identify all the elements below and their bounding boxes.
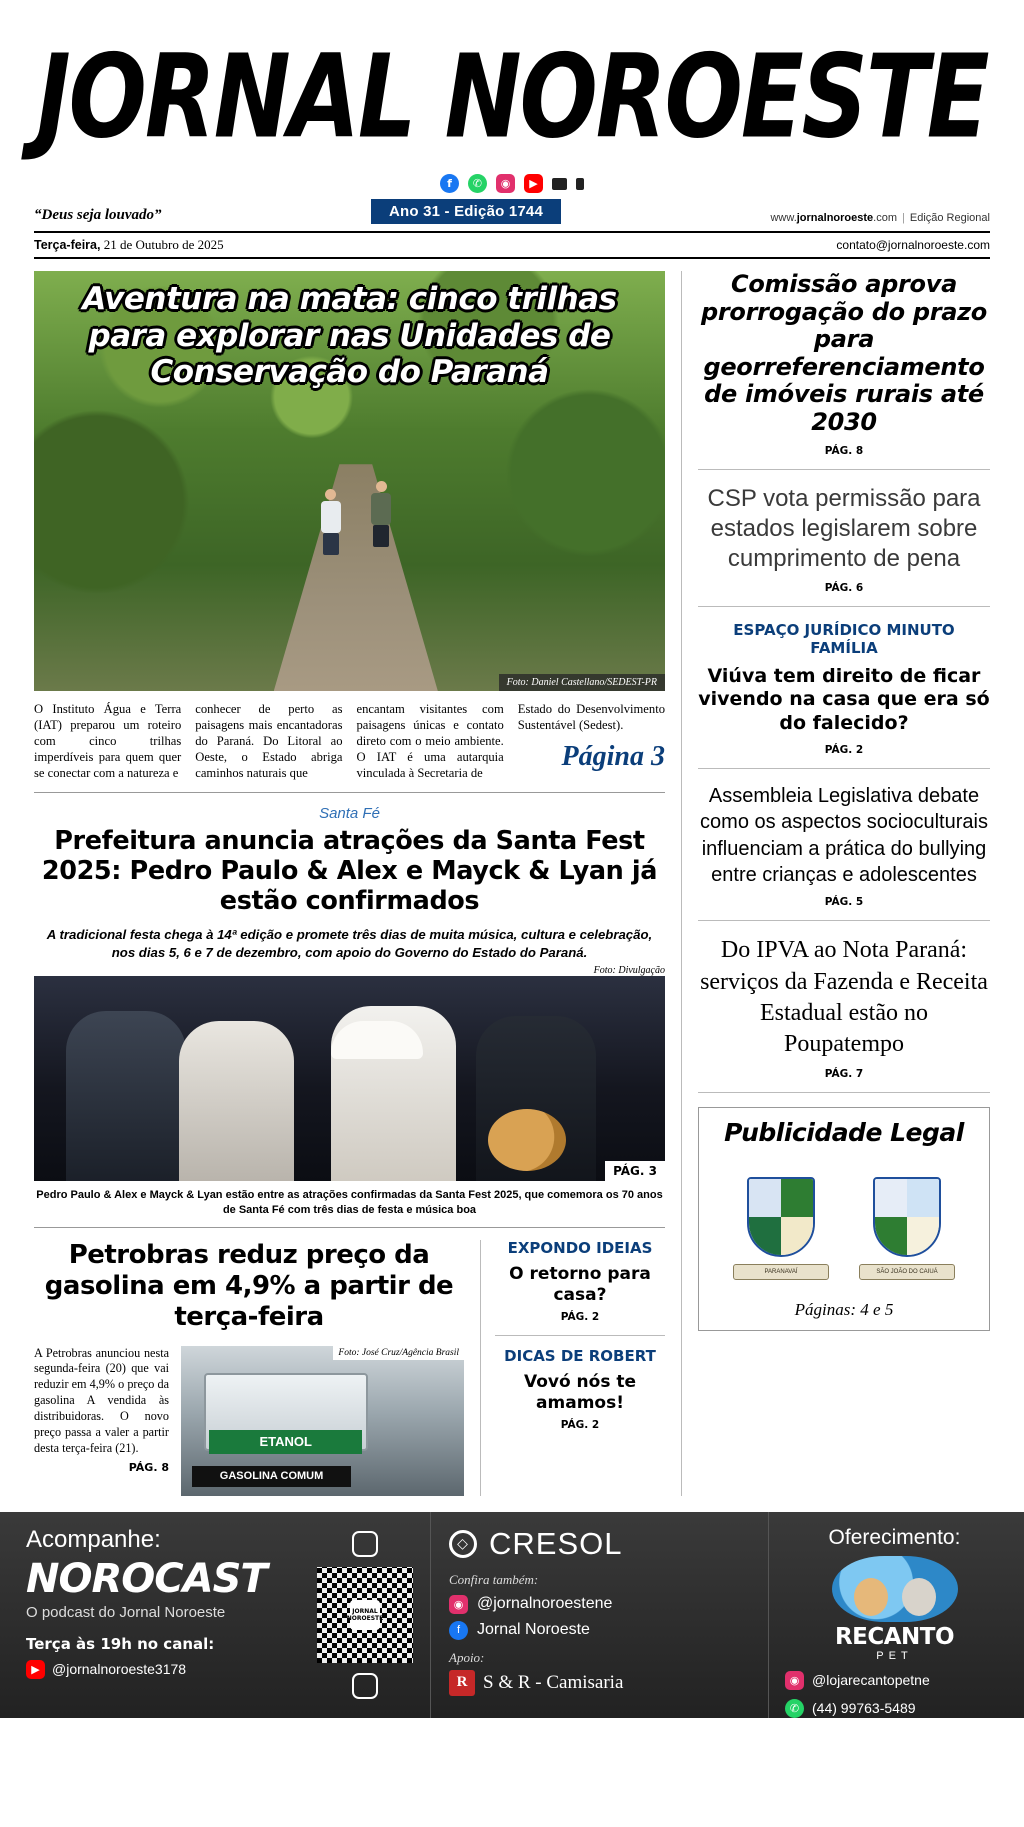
confira-label: Confira também: bbox=[449, 1571, 539, 1587]
petrobras-article bbox=[34, 1240, 464, 1496]
lead-col-2: conhecer de perto as paisagens mais encantadoras do Paraná. Do Litoral ao Oeste, o Estado abriga caminhos naturais que bbox=[195, 702, 343, 781]
date-rest: 21 de Outubro de 2025 bbox=[103, 237, 224, 252]
lead-page-ref[interactable]: Página 3 bbox=[561, 741, 665, 773]
norocast-brand: NOROCAST bbox=[26, 1555, 267, 1602]
facebook-icon[interactable]: f bbox=[440, 174, 459, 193]
mini-page-2[interactable]: PÁG. 2 bbox=[560, 1419, 600, 1432]
brasao-2 bbox=[852, 1161, 962, 1286]
cresol-name: CRESOL bbox=[489, 1525, 623, 1561]
desktop-icon[interactable] bbox=[552, 178, 567, 190]
site-tld: .com bbox=[873, 212, 897, 224]
pet-phone-row[interactable] bbox=[785, 1699, 1004, 1718]
recanto-pet-block bbox=[769, 1512, 1024, 1718]
right-item-assembleia[interactable] bbox=[698, 783, 990, 922]
publicidade-pages[interactable]: Páginas: 4 e 5 bbox=[794, 1300, 894, 1320]
instagram-handle: @jornalnoroestene bbox=[477, 1595, 613, 1613]
instagram-icon[interactable]: ◉ bbox=[785, 1671, 804, 1690]
right-item-csp[interactable] bbox=[698, 484, 990, 607]
right-headline-4: Assembleia Legislativa debate como os aspectos socioculturais influenciam a prática do bullying entre crianças e adolescentes bbox=[700, 784, 988, 886]
mini-kicker-2: DICAS DE ROBERT bbox=[504, 1347, 656, 1366]
lead-col-4-text: Estado do Desenvolvimento Sustentável (Sedest). bbox=[517, 702, 665, 733]
cowboy-hat-icon bbox=[331, 1021, 423, 1059]
petrobras-headline[interactable]: Petrobras reduz preço da gasolina em 4,9% a partir de terça-feira bbox=[44, 1240, 454, 1333]
pet-word: PET bbox=[876, 1649, 913, 1662]
masthead-title: JORNAL NOROESTE bbox=[36, 30, 988, 164]
whatsapp-icon[interactable]: ✆ bbox=[785, 1699, 804, 1718]
right-item-espaco-juridico[interactable] bbox=[698, 621, 990, 769]
petrobras-photo bbox=[181, 1346, 464, 1496]
header-bar bbox=[34, 199, 990, 224]
left-column bbox=[34, 271, 681, 1496]
brasoes-row bbox=[709, 1161, 979, 1286]
right-headline-1: Comissão aprova prorrogação do prazo para georreferenciamento de imóveis rurais até 2030 bbox=[701, 270, 987, 436]
petrobras-text-wrap bbox=[34, 1346, 169, 1496]
edition-badge: Ano 31 - Edição 1744 bbox=[371, 199, 561, 224]
mini-page-1[interactable]: PÁG. 2 bbox=[560, 1311, 600, 1324]
youtube-icon[interactable]: ▶ bbox=[26, 1660, 45, 1679]
facebook-handle: Jornal Noroeste bbox=[477, 1621, 590, 1639]
recanto-brand: RECANTO bbox=[834, 1623, 955, 1650]
right-page-2[interactable]: PÁG. 6 bbox=[824, 581, 864, 594]
mobile-icon[interactable] bbox=[576, 178, 584, 190]
social-icons-row bbox=[34, 174, 990, 193]
petrobras-row bbox=[34, 1346, 464, 1496]
norocast-acompanhe: Acompanhe: bbox=[26, 1525, 161, 1553]
footer-advertisement bbox=[0, 1512, 1024, 1718]
santafe-standfirst: A tradicional festa chega à 14ª edição e promete três dias de muita música, cultura e celebração, nos dias 5, 6 e 7 de dezembro, com apoio do Governo do Estado do Paraná. bbox=[46, 926, 653, 960]
pet-logo-icon bbox=[832, 1556, 958, 1622]
site-name: jornalnoroeste bbox=[796, 212, 874, 224]
sr-name: S & R - Camisaria bbox=[483, 1671, 624, 1693]
right-page-5[interactable]: PÁG. 7 bbox=[824, 1068, 864, 1081]
youtube-icon[interactable]: ▶ bbox=[524, 174, 543, 193]
right-page-3[interactable]: PÁG. 2 bbox=[824, 743, 864, 756]
petrobras-text: A Petrobras anunciou nesta segunda-feira (20) que vai reduzir em 4,9% o preço da gasolina A vendida às distribuidoras. O novo preço passa a valer a partir desta terça-feira (21). bbox=[34, 1345, 169, 1455]
right-column bbox=[681, 271, 990, 1496]
cresol-block bbox=[430, 1512, 769, 1718]
right-headline-3: Viúva tem direito de ficar vivendo na casa que era só do falecido? bbox=[698, 664, 990, 735]
main-columns bbox=[34, 271, 990, 1496]
santafe-photo bbox=[34, 976, 665, 1181]
apoio-label: Apoio: bbox=[449, 1649, 485, 1665]
santafe-kicker: Santa Fé bbox=[319, 804, 380, 822]
brasao-1 bbox=[726, 1161, 836, 1286]
sr-logo-icon: R bbox=[449, 1670, 475, 1696]
qr-center-label: JORNAL NOROESTE bbox=[350, 1600, 380, 1630]
qr-block bbox=[300, 1512, 430, 1718]
sr-row bbox=[449, 1670, 750, 1696]
santafe-photo-credit: Foto: Divulgação bbox=[593, 965, 665, 977]
lead-body bbox=[34, 701, 665, 793]
right-headline-2: CSP vota permissão para estados legislarem sobre cumprimento de pena bbox=[707, 484, 981, 572]
date-bar bbox=[34, 231, 990, 259]
norocast-handle: @jornalnoroeste3178 bbox=[52, 1661, 187, 1678]
pump-label-gasolina: GASOLINA COMUM bbox=[192, 1466, 350, 1487]
pet-instagram: @lojarecantopetne bbox=[812, 1672, 930, 1689]
right-kicker-3: ESPAÇO JURÍDICO MINUTO FAMÍLIA bbox=[733, 620, 955, 657]
mini-expondo-ideias[interactable] bbox=[495, 1240, 665, 1323]
lead-photo-credit: Foto: Daniel Castellano/SEDEST-PR bbox=[499, 674, 665, 691]
musician-1 bbox=[66, 1011, 186, 1181]
lead-col-3: encantam visitantes com paisagens únicas e contato direto com o meio ambiente. O IAT é uma autarquia vinculada à Secretaria de bbox=[356, 702, 504, 781]
mini-title-1: O retorno para casa? bbox=[509, 1264, 651, 1305]
right-item-georreferenciamento[interactable] bbox=[698, 271, 990, 470]
right-headline-5: Do IPVA ao Nota Paraná: serviços da Fazenda e Receita Estadual estão no Poupatempo bbox=[700, 937, 988, 1057]
oferecimento-label: Oferecimento: bbox=[828, 1525, 961, 1549]
cresol-logo-row bbox=[449, 1526, 750, 1562]
right-page-4[interactable]: PÁG. 5 bbox=[824, 896, 864, 909]
lead-photo bbox=[34, 271, 665, 691]
petrobras-page-ref[interactable]: PÁG. 8 bbox=[128, 1460, 169, 1474]
norocast-block bbox=[0, 1512, 300, 1718]
cresol-mark-icon: ◇ bbox=[449, 1530, 477, 1558]
trail-path bbox=[274, 464, 438, 691]
publicidade-title: Publicidade Legal bbox=[724, 1118, 964, 1148]
qr-code[interactable] bbox=[317, 1567, 413, 1663]
masthead-motto: “Deus seja louvado” bbox=[34, 207, 162, 223]
site-line bbox=[770, 212, 990, 224]
opinion-column bbox=[480, 1240, 665, 1496]
site-www: www. bbox=[770, 212, 797, 224]
contact-email[interactable]: contato@jornalnoroeste.com bbox=[836, 238, 990, 252]
petrobras-photo-credit: Foto: José Cruz/Agência Brasil bbox=[333, 1346, 464, 1360]
instagram-icon[interactable]: ◉ bbox=[496, 174, 515, 193]
instagram-row[interactable] bbox=[449, 1595, 750, 1614]
mini-title-2: Vovó nós te amamos! bbox=[523, 1372, 637, 1413]
site-regional: Edição Regional bbox=[909, 212, 990, 224]
brasao-2-label: SÃO JOÃO DO CAIUÁ bbox=[859, 1264, 955, 1280]
facebook-icon[interactable]: f bbox=[449, 1621, 468, 1640]
whatsapp-icon[interactable]: ✆ bbox=[468, 174, 487, 193]
instagram-icon-2[interactable] bbox=[352, 1673, 378, 1699]
pump-label-etanol: ETANOL bbox=[209, 1430, 362, 1454]
musician-2 bbox=[179, 1021, 294, 1181]
lead-col-1: O Instituto Água e Terra (IAT) preparou um roteiro com cinco trilhas imperdíveis para quem quer se conectar com a natureza e bbox=[34, 702, 182, 781]
lead-col-4 bbox=[518, 701, 665, 782]
lead-headline: Aventura na mata: cinco trilhas para explorar nas Unidades de Conservação do Paraná bbox=[82, 281, 617, 391]
right-item-ipva[interactable] bbox=[698, 935, 990, 1093]
hiker-figure-2 bbox=[368, 481, 394, 543]
brasao-1-label: PARANAVAÍ bbox=[733, 1264, 829, 1280]
instagram-icon[interactable] bbox=[352, 1531, 378, 1557]
shield-icon-2 bbox=[873, 1177, 941, 1257]
mini-kicker-1: EXPONDO IDEIAS bbox=[507, 1239, 653, 1257]
date-weekday: Terça-feira, bbox=[34, 238, 101, 252]
pet-instagram-row[interactable] bbox=[785, 1671, 1004, 1690]
santafe-caption: Pedro Paulo & Alex e Mayck & Lyan estão entre as atrações confirmadas da Santa Fest 2025, que comemora os 70 anos de Santa Fé com três dias de festa e música boa bbox=[34, 1188, 665, 1228]
facebook-row[interactable] bbox=[449, 1621, 750, 1640]
site-separator: | bbox=[902, 212, 905, 224]
pet-phone: (44) 99763-5489 bbox=[812, 1700, 916, 1717]
publicidade-legal-box[interactable] bbox=[698, 1107, 990, 1331]
bottom-left-block bbox=[34, 1240, 665, 1496]
instagram-icon[interactable]: ◉ bbox=[449, 1595, 468, 1614]
norocast-subtitle: O podcast do Jornal Noroeste bbox=[26, 1603, 226, 1621]
shield-icon-1 bbox=[747, 1177, 815, 1257]
right-page-1[interactable]: PÁG. 8 bbox=[824, 444, 864, 457]
norocast-time: Terça às 19h no canal: bbox=[26, 1634, 215, 1653]
santafe-page-tag[interactable]: PÁG. 3 bbox=[605, 1161, 665, 1181]
santafe-headline[interactable]: Prefeitura anuncia atrações da Santa Fest 2025: Pedro Paulo & Alex e Mayck & Lyan já estão confirmados bbox=[41, 825, 658, 916]
hiker-figure-1 bbox=[318, 489, 344, 551]
norocast-handle-row[interactable] bbox=[26, 1660, 290, 1679]
publication-date bbox=[34, 237, 224, 253]
mini-divider bbox=[495, 1335, 665, 1336]
mini-dicas-robert[interactable] bbox=[495, 1348, 665, 1431]
